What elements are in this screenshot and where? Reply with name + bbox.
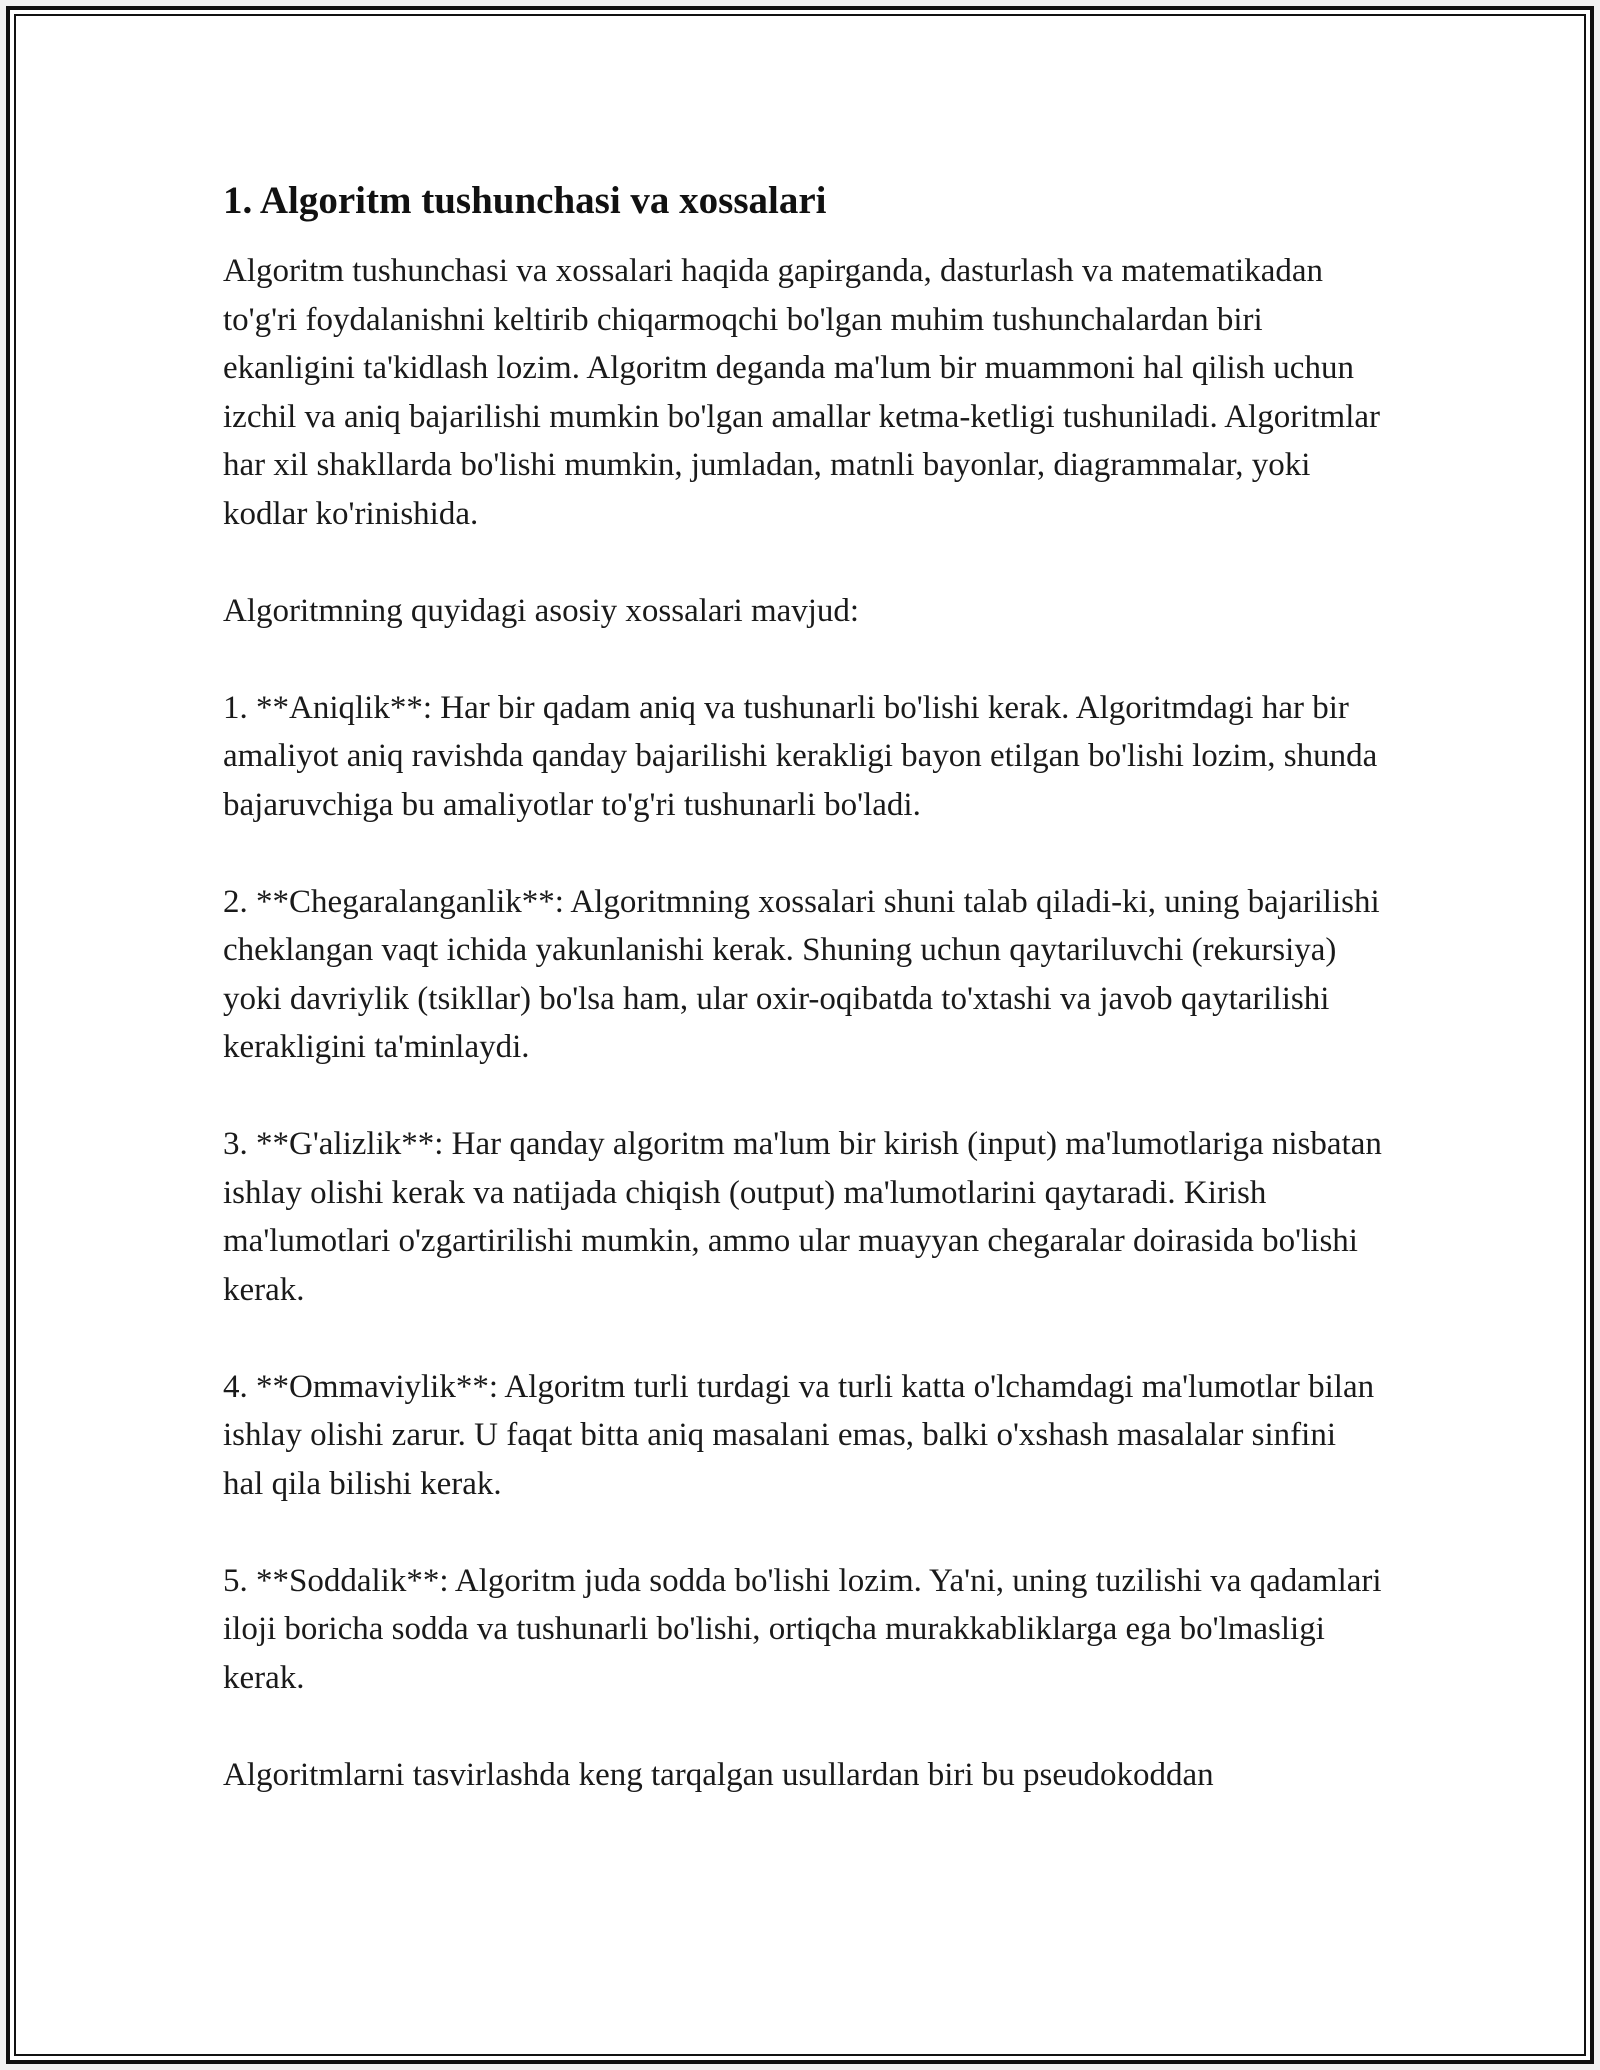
section-heading: 1. Algoritm tushunchasi va xossalari — [223, 179, 827, 222]
document-body — [223, 175, 1383, 1848]
property-soddalik: 5. **Soddalik**: Algoritm juda sodda bo'lishi lozim. Ya'ni, uning tuzilishi va qadamlari iloji boricha sodda va tushunarli bo'lishi, ortiqcha murakkabliklarga ega bo'lmasligi kerak. — [223, 1562, 1382, 1696]
property-galizlik: 3. **G'alizlik**: Har qanday algoritm ma'lum bir kirish (input) ma'lumotlariga nisbatan ishlay olishi kerak va natijada chiqish (output) ma'lumotlarini qaytaradi. Kirish ma'lumotlari o'zgartirilishi mumkin, ammo ular muayyan chegaralar doirasida bo'lishi kerak. — [223, 1126, 1382, 1308]
property-ommaviylik: 4. **Ommaviylik**: Algoritm turli turdagi va turli katta o'lchamdagi ma'lumotlar bilan ishlay olishi zarur. U faqat bitta aniq masalani emas, balki o'xshash masalalar sinfini hal qila bilishi kerak. — [223, 1368, 1375, 1502]
property-aniqlik: 1. **Aniqlik**: Har bir qadam aniq va tushunarli bo'lishi kerak. Algoritmdagi har bir amaliyot aniq ravishda qanday bajarilishi kerakligi bayon etilgan bo'lishi lozim, shunda bajaruvchiga bu amaliyotlar to'g'ri tushunarli bo'ladi. — [223, 689, 1378, 823]
closing-paragraph: Algoritmlarni tasvirlashda keng tarqalgan usullardan biri bu pseudokoddan — [223, 1756, 1214, 1793]
intro-paragraph: Algoritm tushunchasi va xossalari haqida gapirganda, dasturlash va matematikadan to'g'ri foydalanishni keltirib chiqarmoqchi bo'lgan muhim tushunchalardan biri ekanligini ta'kidlash lozim. Algoritm deganda ma'lum bir muammoni hal qilish uchun izchil va aniq bajarilishi mumkin bo'lgan amallar ketma-ketligi tushuniladi. Algoritmlar har xil shakllarda bo'lishi mumkin, jumladan, matnli bayonlar, diagrammalar, yoki kodlar ko'rinishida. — [223, 253, 1381, 532]
property-chegaralanganlik: 2. **Chegaralanganlik**: Algoritmning xossalari shuni talab qiladi-ki, uning bajarilishi cheklangan vaqt ichida yakunlanishi kerak. Shuning uchun qaytariluvchi (rekursiya) yoki davriylik (tsikllar) bo'lsa ham, ular oxir-oqibatda to'xtashi va javob qaytarilishi kerakligini ta'minlaydi. — [223, 883, 1380, 1065]
properties-intro: Algoritmning quyidagi asosiy xossalari mavjud: — [223, 592, 860, 629]
